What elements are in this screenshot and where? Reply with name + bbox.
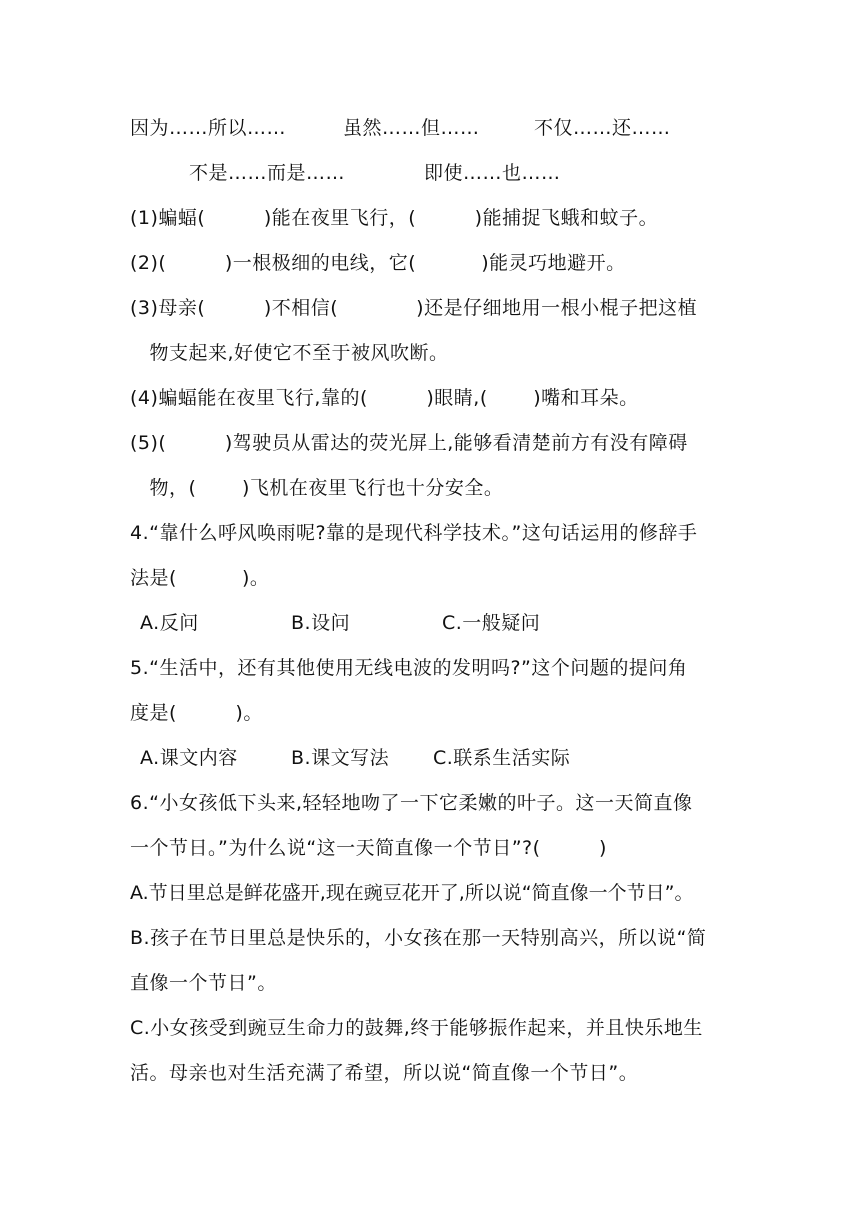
word-option-5: 即使……也……: [424, 162, 561, 184]
q3-sentence-3-line-1: (3)母亲( )不相信( )还是仔细地用一根小棍子把这植: [130, 297, 698, 319]
q4-option-a: A.反问: [140, 612, 199, 634]
q6-option-c-line-1: C.小女孩受到豌豆生命力的鼓舞,终于能够振作起来，并且快乐地生: [130, 1017, 703, 1039]
q5-stem-line-1: 5.“生活中，还有其他使用无线电波的发明吗?”这个问题的提问角: [130, 657, 688, 679]
q5-option-c: C.联系生活实际: [433, 747, 571, 769]
q6-option-b-line-2: 直像一个节日”。: [130, 972, 277, 994]
q4-stem-line-2: 法是( )。: [130, 567, 270, 589]
q5-option-b: B.课文写法: [291, 747, 390, 769]
q3-sentence-5-line-1: (5)( )驾驶员从雷达的荧光屏上,能够看清楚前方有没有障碍: [130, 432, 688, 454]
q4-option-b: B.设问: [291, 612, 351, 634]
q4-option-c: C.一般疑问: [442, 612, 541, 634]
word-option-3: 不仅……还……: [534, 117, 671, 139]
q3-sentence-4: (4)蝙蝠能在夜里飞行,靠的( )眼睛,( )嘴和耳朵。: [130, 387, 639, 409]
word-option-1: 因为……所以……: [130, 117, 287, 139]
q6-stem-line-1: 6.“小女孩低下头来,轻轻地吻了一下它柔嫩的叶子。这一天简直像: [130, 792, 693, 814]
word-option-4: 不是……而是……: [189, 162, 346, 184]
q6-option-a: A.节日里总是鲜花盛开,现在豌豆花开了,所以说“简直像一个节日”。: [130, 882, 694, 904]
q4-stem-line-1: 4.“靠什么呼风唤雨呢?靠的是现代科学技术。”这句话运用的修辞手: [130, 522, 698, 544]
q3-sentence-5-line-2: 物，( )飞机在夜里飞行也十分安全。: [130, 477, 504, 499]
q3-sentence-1: (1)蝙蝠( )能在夜里飞行，( )能捕捉飞蛾和蚊子。: [130, 207, 659, 229]
q6-option-c-line-2: 活。母亲也对生活充满了希望，所以说“简直像一个节日”。: [130, 1062, 639, 1084]
word-option-2: 虽然……但……: [343, 117, 480, 139]
q5-option-a: A.课文内容: [140, 747, 238, 769]
q3-sentence-3-line-2: 物支起来,好使它不至于被风吹断。: [130, 342, 449, 364]
q5-stem-line-2: 度是( )。: [130, 702, 263, 724]
q6-option-b-line-1: B.孩子在节日里总是快乐的，小女孩在那一天特别高兴，所以说“简: [130, 927, 707, 949]
q6-stem-line-2: 一个节日。”为什么说“这一天简直像一个节日”?( ): [130, 837, 607, 859]
q3-sentence-2: (2)( )一根极细的电线，它( )能灵巧地避开。: [130, 252, 626, 274]
